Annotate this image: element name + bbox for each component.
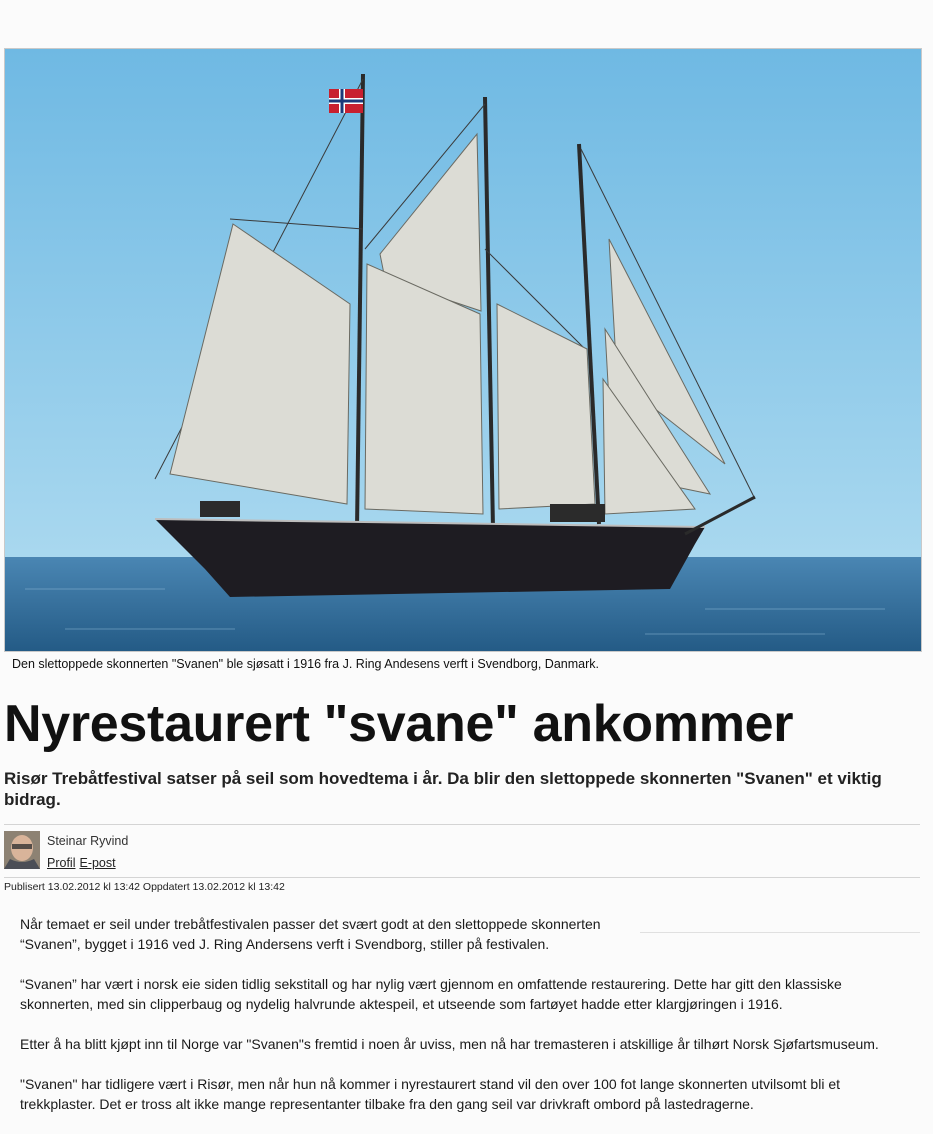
article-headline: Nyrestaurert "svane" ankommer bbox=[4, 695, 794, 753]
profile-link[interactable]: Profil bbox=[47, 856, 76, 870]
paragraph: Etter å ha blitt kjøpt inn til Norge var "Svanen"s fremtid i noen år uviss, men nå har tremasteren i atskillige år tilhørt Norsk Sjøfartsmuseum. bbox=[20, 1036, 879, 1052]
norwegian-flag bbox=[329, 89, 363, 113]
paragraph: "Svanen" har tidligere vært i Risør, men når hun nå kommer i nyrestaurert stand vil den over 100 fot lange skonnerten utvilsomt bli et trekkplaster. Det er tross alt ikke mange representanter tilbake fra den gang seil var drivkraft ombord på lastedragerne. bbox=[20, 1076, 840, 1112]
email-link[interactable]: E-post bbox=[79, 856, 116, 870]
hull bbox=[155, 519, 705, 597]
author-links bbox=[47, 856, 120, 870]
divider bbox=[4, 877, 920, 878]
article-body bbox=[20, 914, 900, 1134]
ship-photo bbox=[4, 48, 922, 652]
photo-caption: Den slettoppede skonnerten "Svanen" ble sjøsatt i 1916 fra J. Ring Andesens verft i Svendborg, Danmark. bbox=[12, 657, 599, 671]
paragraph: Når temaet er seil under trebåtfestivalen passer det svært godt at den slettoppede skonnerten “Svanen”, bygget i 1916 ved J. Ring Andersens verft i Svendborg, stiller på festivalen. bbox=[20, 916, 601, 952]
paragraph: “Svanen” har vært i norsk eie siden tidlig sekstitall og har nylig vært gjennom en omfattende restaurering. Dette har gitt den klassiske skonnerten, med sin clipperbaug og nydelig halvrunde aktespeil, et utseende som fartøyet hadde etter klargjøringen i 1916. bbox=[20, 976, 842, 1012]
schooner-illustration bbox=[5, 49, 921, 651]
author-name: Steinar Ryvind bbox=[47, 834, 129, 848]
divider bbox=[4, 824, 920, 825]
author-avatar bbox=[4, 831, 40, 869]
publish-dates: Publisert 13.02.2012 kl 13:42 Oppdatert 13.02.2012 kl 13:42 bbox=[4, 881, 285, 893]
article-lead: Risør Trebåtfestival satser på seil som hovedtema i år. Da blir den slettoppede skonnerten "Svanen" et viktig bidrag. bbox=[4, 769, 882, 809]
